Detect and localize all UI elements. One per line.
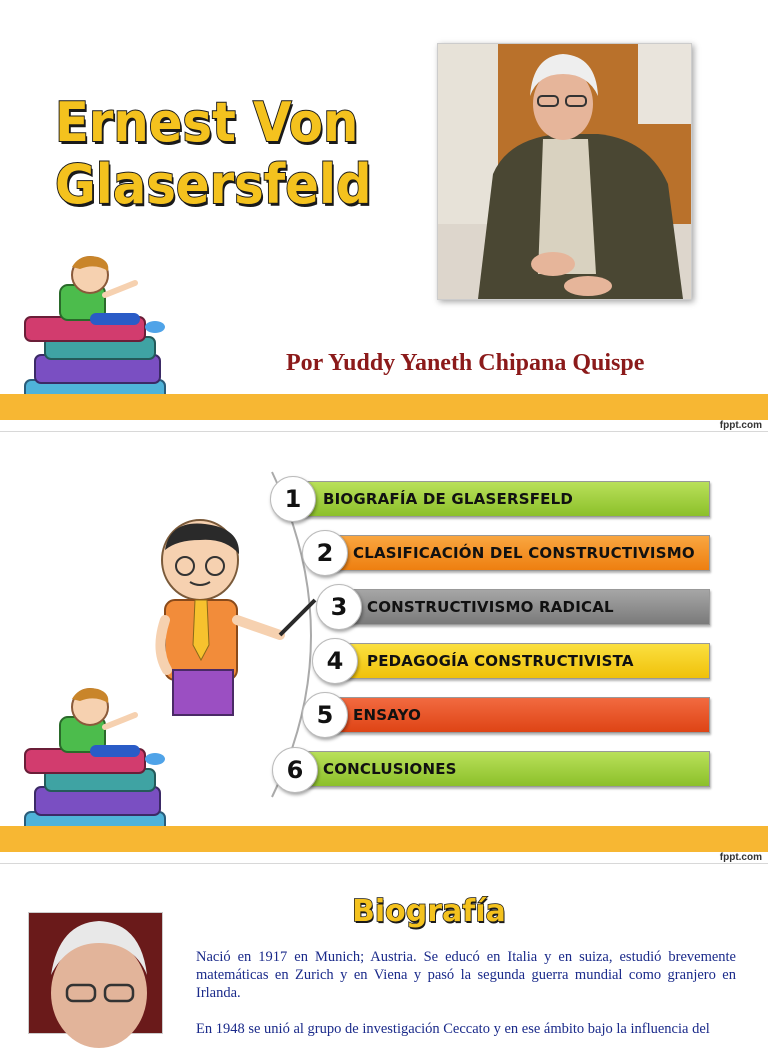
title-line-1: Ernest Von — [55, 91, 359, 154]
biography-slide — [0, 864, 768, 1037]
menu-number-5: 5 — [302, 692, 348, 738]
menu-item-clasificacion[interactable] — [330, 535, 710, 571]
author-byline: Por Yuddy Yaneth Chipana Quispe — [286, 350, 645, 376]
title-line-2: Glasersfeld — [55, 153, 372, 216]
agenda-slide — [0, 432, 768, 864]
accent-band — [0, 394, 768, 420]
menu-number-6: 6 — [272, 747, 318, 793]
accent-band — [0, 826, 768, 852]
menu-item-label: CLASIFICACIÓN DEL CONSTRUCTIVISMO — [353, 544, 695, 562]
menu-item-label: CONSTRUCTIVISMO RADICAL — [367, 598, 614, 616]
bio-paragraph-2: En 1948 se unió al grupo de investigación Ceccato y en ese ámbito bajo la influencia del — [196, 1021, 710, 1037]
bio-paragraph-1: Nació en 1917 en Munich; Austria. Se educó en Italia y en suiza, estudió brevemente matemáticas en Zurich y en Viena y pasó la segunda guerra mundial como granjero en Irlanda. — [196, 949, 736, 1001]
menu-number-3: 3 — [316, 584, 362, 630]
menu-item-constructivismo-radical[interactable] — [344, 589, 710, 625]
slide-title — [55, 92, 372, 216]
menu-item-pedagogia[interactable] — [344, 643, 710, 679]
menu-item-biografia[interactable] — [300, 481, 710, 517]
section-title: Biografía — [352, 894, 506, 929]
watermark: fppt.com — [719, 420, 762, 431]
menu-item-label: BIOGRAFÍA DE GLASERSFELD — [323, 490, 574, 508]
title-slide — [0, 0, 768, 432]
menu-item-label: PEDAGOGÍA CONSTRUCTIVISTA — [367, 652, 634, 670]
menu-item-conclusiones[interactable] — [300, 751, 710, 787]
menu-item-label: ENSAYO — [353, 706, 422, 724]
teacher-illustration — [155, 520, 315, 720]
menu-number-1: 1 — [270, 476, 316, 522]
menu-number-4: 4 — [312, 638, 358, 684]
menu-number-2: 2 — [302, 530, 348, 576]
portrait-photo — [437, 43, 692, 300]
menu-item-ensayo[interactable] — [330, 697, 710, 733]
bio-portrait-photo — [28, 912, 163, 1034]
biography-text — [196, 948, 736, 1056]
watermark: fppt.com — [719, 852, 762, 863]
menu-item-label: CONCLUSIONES — [323, 760, 457, 778]
